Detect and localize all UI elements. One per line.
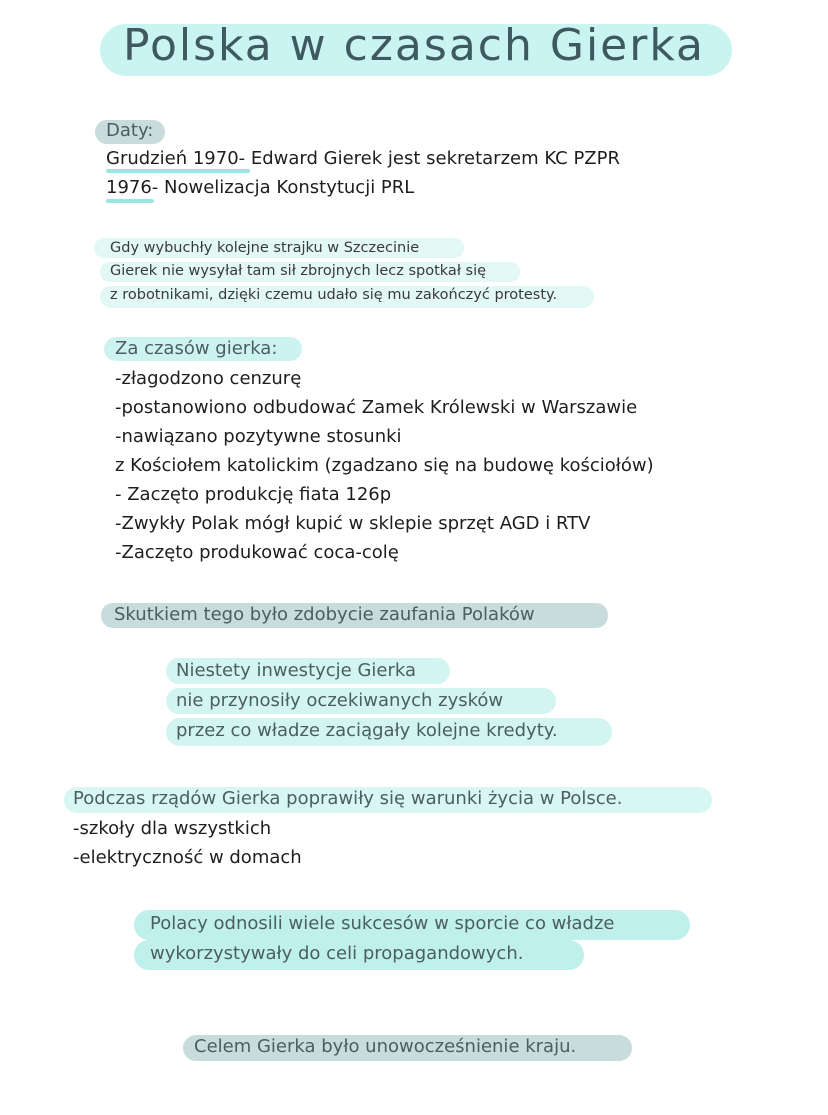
dates-line-1970: Grudzień 1970- Edward Gierek jest sekretarzem KC PZPR — [106, 148, 621, 169]
era-item: z Kościołem katolickim (zgadzano się na budowę kościołów) — [115, 455, 654, 476]
effect-text: Skutkiem tego było zdobycie zaufania Polaków — [114, 604, 535, 625]
strike-line-1: Gdy wybuchły kolejne strajku w Szczecinie — [110, 240, 420, 256]
era-item: - Zaczęto produkcję fiata 126p — [115, 484, 392, 505]
living-heading: Podczas rządów Gierka poprawiły się warunki życia w Polsce. — [73, 788, 623, 809]
era-item: -nawiązano pozytywne stosunki — [115, 426, 402, 447]
date-underline-1976 — [106, 199, 154, 203]
living-item: -elektryczność w domach — [73, 847, 302, 868]
page-title: Polska w czasach Gierka — [122, 20, 705, 71]
investments-line-1: Niestety inwestycje Gierka — [176, 660, 417, 681]
living-item: -szkoły dla wszystkich — [73, 818, 272, 839]
goal-text: Celem Gierka było unowocześnienie kraju. — [194, 1036, 577, 1057]
strike-line-2: Gierek nie wysyłał tam sił zbrojnych lecz spotkał się — [110, 263, 487, 279]
era-heading: Za czasów gierka: — [115, 338, 278, 359]
dates-line-1976: 1976- Nowelizacja Konstytucji PRL — [106, 177, 415, 198]
investments-line-2: nie przynosiły oczekiwanych zysków — [176, 690, 504, 711]
era-item: -Zaczęto produkować coca-colę — [115, 542, 399, 563]
date-underline-1970 — [106, 169, 250, 173]
sport-line-2: wykorzystywały do celi propagandowych. — [150, 943, 524, 964]
dates-label: Daty: — [106, 120, 154, 141]
era-item: -postanowiono odbudować Zamek Królewski w Warszawie — [115, 397, 638, 418]
sport-line-1: Polacy odnosili wiele sukcesów w sporcie co władze — [150, 913, 615, 934]
investments-line-3: przez co władze zaciągały kolejne kredyty. — [176, 720, 558, 741]
strike-line-3: z robotnikami, dzięki czemu udało się mu zakończyć protesty. — [110, 287, 558, 303]
era-item: -Zwykły Polak mógł kupić w sklepie sprzęt AGD i RTV — [115, 513, 591, 534]
era-item: -złagodzono cenzurę — [115, 368, 302, 389]
